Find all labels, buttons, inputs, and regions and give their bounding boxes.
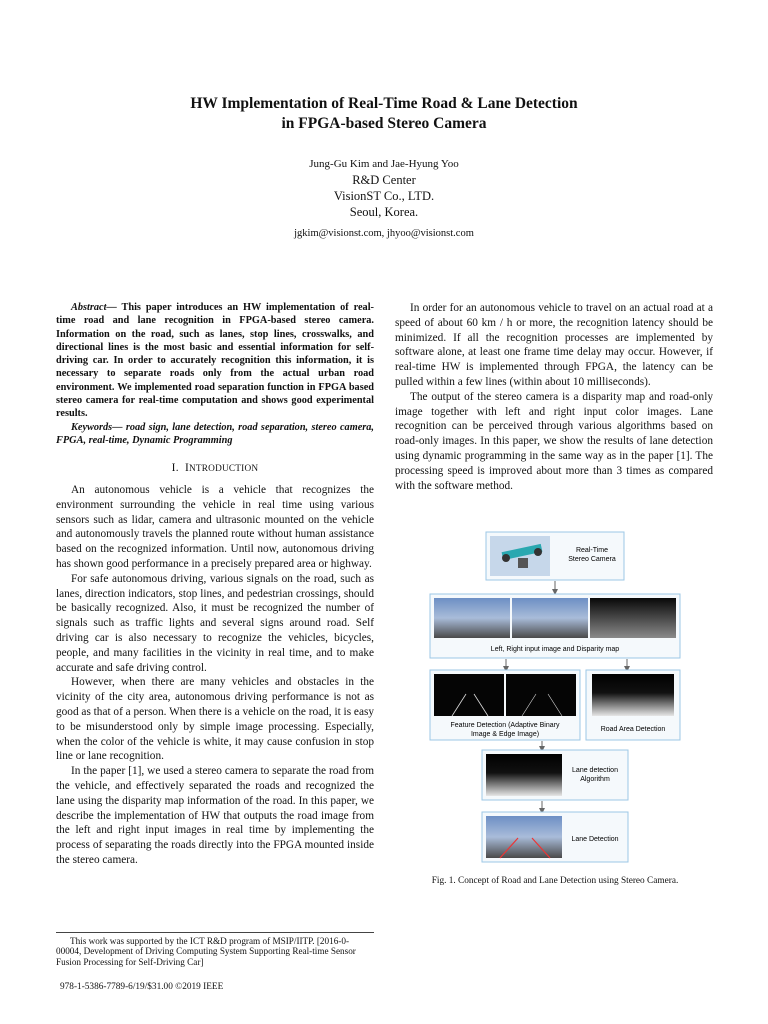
label-feature-1: Feature Detection (Adaptive Binary bbox=[450, 722, 560, 729]
label-camera-1: Real-Time bbox=[575, 547, 609, 554]
section-number: I. bbox=[171, 462, 179, 475]
intro-paragraph-1: An autonomous vehicle is a vehicle that recognizes the environment surrounding the vehicle in real time using various sensors such as lidar, camera and ultrasonic mounted on the vehicle and autonomously travels the planned route without human assistance based on the recognized information. Until now, autonomous driving has shown good performance in a precisely prepared area or highway. bbox=[56, 484, 374, 571]
right-column bbox=[395, 301, 713, 493]
title-line-1: HW Implementation of Real-Time Road & Lane Detection bbox=[190, 95, 578, 112]
figure-1 bbox=[422, 528, 688, 866]
right-paragraph-2: The output of the stereo camera is a disparity map and road-only image together with left and right input color images. Lane recognition can be perceived through various algorithms based on road-only images. In this paper, we show the results of lane detection using dynamic programming in the same way as in the paper [1]. The processing speed is improved about more than 3 times as compared with the software method. bbox=[395, 390, 713, 492]
road-only-image bbox=[486, 754, 562, 796]
abstract-label: Abstract— bbox=[71, 302, 117, 313]
figure-caption: Fig. 1. Concept of Road and Lane Detection using Stereo Camera. bbox=[431, 876, 679, 886]
author-names: Jung-Gu Kim and Jae-Hyung Yoo bbox=[309, 158, 459, 170]
affiliation-3: Seoul, Korea. bbox=[349, 205, 419, 219]
disparity-map-image bbox=[590, 598, 676, 638]
lane-detection-image bbox=[486, 816, 562, 858]
label-feature-2: Image & Edge Image) bbox=[470, 731, 540, 738]
intro-paragraph-4: In the paper [1], we used a stereo camera to separate the road from the vehicle, and effectively separated the roads and recognized the lane using the disparity map information of the road. In this paper, we describe the implementation of HW that outputs the road image from the left and right input images in real time by implementing the process of separating the roads directly into the FPGA mounted inside the stereo camera. bbox=[56, 765, 374, 866]
section-title-rest: NTRODUCTION bbox=[188, 464, 259, 475]
label-lane-detection: Lane Detection bbox=[571, 836, 619, 843]
abstract bbox=[56, 301, 374, 421]
intro-paragraph-3: However, when there are many vehicles and obstacles in the vicinity of the city area, autonomous driving performance is not as good as that of a person. When there is a vehicle on the road, it is easy to be misunderstood only by simple image processing. Especially, when the color of the vehicle is white, it may cause confusion in stop line or lane recognition. bbox=[56, 676, 374, 763]
edge-image bbox=[506, 674, 576, 716]
figure-diagram bbox=[422, 528, 688, 866]
left-column bbox=[56, 301, 374, 868]
footnote bbox=[56, 932, 374, 967]
footnote-text: This work was supported by the ICT R&D program of MSIP/IITP. [2016-0-00004, Development of Driving Computing System Supporting Real-time Sensor Fusion Processing for Self-Driving Car] bbox=[56, 936, 356, 967]
keywords-text: road sign, lane detection, road separation, stereo camera, FPGA, real-time, Dynamic Programming bbox=[56, 421, 374, 446]
right-input-image bbox=[512, 598, 588, 638]
section-heading-introduction bbox=[56, 461, 374, 477]
label-camera-2: Stereo Camera bbox=[568, 556, 616, 563]
left-input-image bbox=[434, 598, 510, 638]
abstract-text: This paper introduces an HW implementation of real-time road and lane recognition in FPGA-based stereo camera. Information on the road, such as lanes, stop lines, crosswalks, and directional lines is the most basic and essential information for self-driving car. In order to accurately recognition this information, it is necessary to separate roads only from the actual urban road environment. We implemented road separation function in FPGA based stereo camera for real-time computation and shows good experimental results. bbox=[56, 302, 374, 420]
label-road-area: Road Area Detection bbox=[600, 726, 666, 733]
affiliation-1: R&D Center bbox=[352, 173, 416, 187]
paper-title bbox=[0, 94, 768, 134]
section-title-first: I bbox=[184, 462, 189, 475]
road-area-image bbox=[592, 674, 674, 716]
affiliation-2: VisionST Co., LTD. bbox=[333, 189, 435, 203]
keywords bbox=[56, 421, 374, 448]
right-paragraph-1: In order for an autonomous vehicle to travel on an actual road at a speed of about 60 km / h or more, the recognition latency should be minimized. If all the recognition processes are implemented by software alone, at least one frame time delay may occur. However, if real-time HW is implemented through FPGA, the latency can be pulled within a few lines (within about 10 milliseconds). bbox=[395, 302, 713, 388]
label-lane-algo-1: Lane detection bbox=[572, 767, 618, 774]
title-line-2: in FPGA-based Stereo Camera bbox=[281, 115, 487, 132]
author-emails: jgkim@visionst.com, jhyoo@visionst.com bbox=[294, 228, 474, 239]
keywords-label: Keywords— bbox=[71, 421, 123, 433]
label-inputs: Left, Right input image and Disparity map bbox=[490, 646, 620, 653]
intro-paragraph-2: For safe autonomous driving, various signals on the road, such as lanes, direction indicators, stop lines, and pedestrian crossings, should be basically recognized. Also, it must be recognized the number of signals such as traffic lights and several signs around road. Self driving car is also necessary to recognize the vehicles, bicycles, people, and many facilities in the vicinity in real time, and to make accurate and safe driving control. bbox=[56, 572, 374, 674]
copyright: 978-1-5386-7789-6/19/$31.00 ©2019 IEEE bbox=[60, 982, 224, 992]
binary-image bbox=[434, 674, 504, 716]
author-block bbox=[0, 156, 768, 242]
label-lane-algo-2: Algorithm bbox=[580, 776, 610, 783]
